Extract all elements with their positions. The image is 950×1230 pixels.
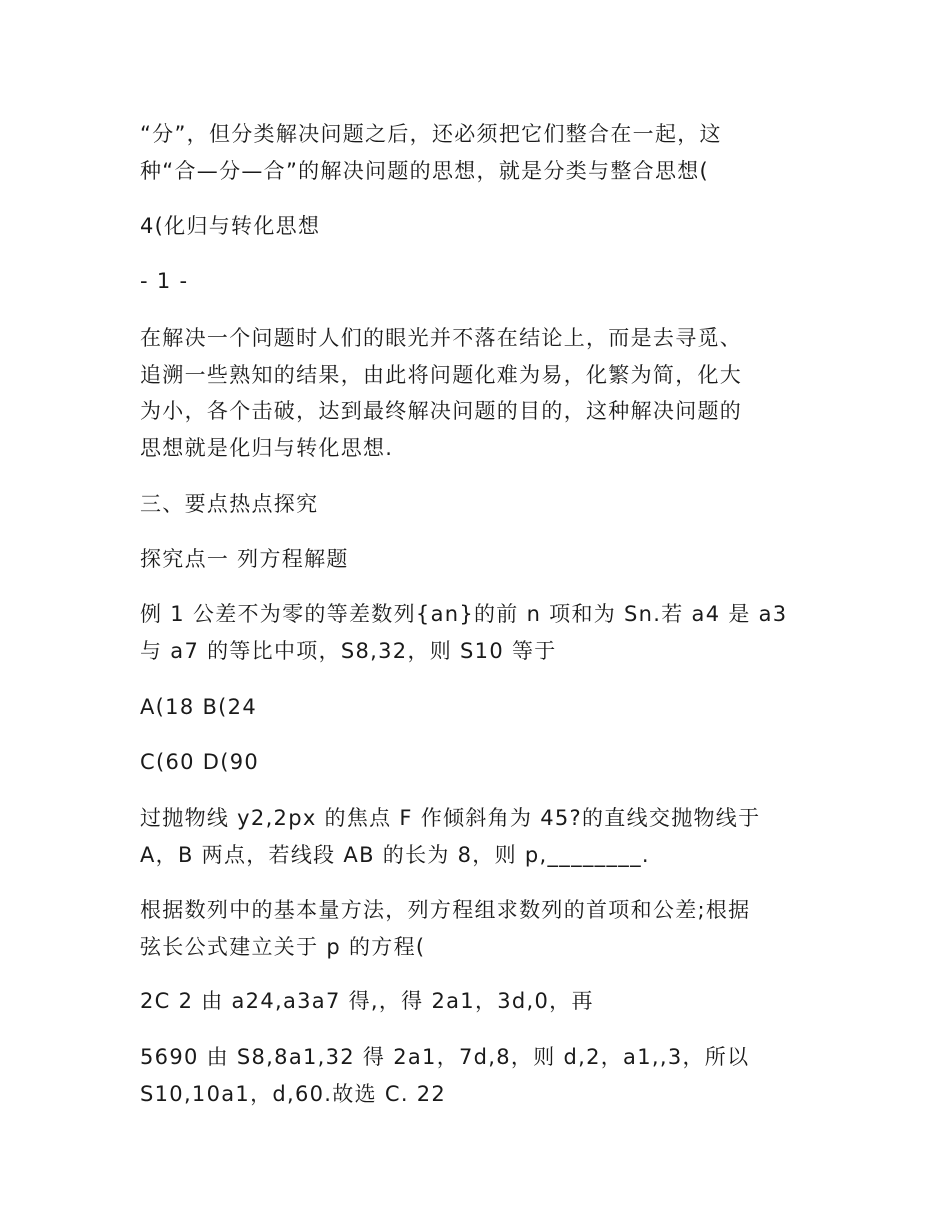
paragraph-transformation (140, 320, 820, 466)
text-line: 2C 2 由 a24,a3a7 得,，得 2a1，3d,0，再 (140, 989, 594, 1013)
paragraph-classification-integration (140, 116, 820, 189)
text-line: 追溯一些熟知的结果，由此将问题化难为易，化繁为简，化大 (140, 362, 743, 387)
text-line: 探究点一 列方程解题 (140, 547, 349, 571)
example-1-problem (140, 596, 820, 669)
text-line: 在解决一个问题时人们的眼光并不落在结论上，而是去寻觅、 (140, 326, 743, 350)
text-line: “分”，但分类解决问题之后，还必须把它们整合在一起，这 (140, 122, 722, 146)
choices-c-d (140, 744, 820, 781)
section-heading-3 (140, 486, 820, 523)
text-line: C(60 D(90 (140, 750, 260, 774)
solution-hint (140, 892, 820, 965)
page-number (140, 263, 820, 300)
text-line: 弦长公式建立关于 p 的方程( (140, 934, 426, 959)
text-line: 三、要点热点探究 (140, 492, 319, 516)
solution-step-2 (140, 1039, 820, 1112)
text-line: 思想就是化归与转化思想. (140, 435, 394, 460)
text-line: S10,10a1，d,60.故选 C. 22 (140, 1081, 447, 1106)
text-line: 4(化归与转化思想 (140, 214, 321, 238)
solution-step-1 (140, 983, 820, 1020)
text-line: 根据数列中的基本量方法，列方程组求数列的首项和公差;根据 (140, 898, 751, 922)
text-line: 种“合—分—合”的解决问题的思想，就是分类与整合思想( (140, 158, 710, 183)
text-line: 与 a7 的等比中项，S8,32，则 S10 等于 (140, 638, 557, 663)
text-line: - 1 - (140, 269, 189, 293)
text-line: 例 1 公差不为零的等差数列{an}的前 n 项和为 Sn.若 a4 是 a3 (140, 602, 788, 626)
text-line: A，B 两点，若线段 AB 的长为 8，则 p,________. (140, 842, 650, 867)
choices-a-b (140, 689, 820, 726)
text-line: A(18 B(24 (140, 695, 257, 719)
text-line: 5690 由 S8,8a1,32 得 2a1，7d,8，则 d,2，a1,,3，所以 (140, 1045, 750, 1069)
text-line: 为小，各个击破，达到最终解决问题的目的，这种解决问题的 (140, 399, 743, 423)
parabola-problem (140, 800, 820, 873)
subsection-heading (140, 541, 820, 578)
section-heading-4 (140, 208, 820, 245)
text-line: 过抛物线 y2,2px 的焦点 F 作倾斜角为 45?的直线交抛物线于 (140, 806, 761, 830)
